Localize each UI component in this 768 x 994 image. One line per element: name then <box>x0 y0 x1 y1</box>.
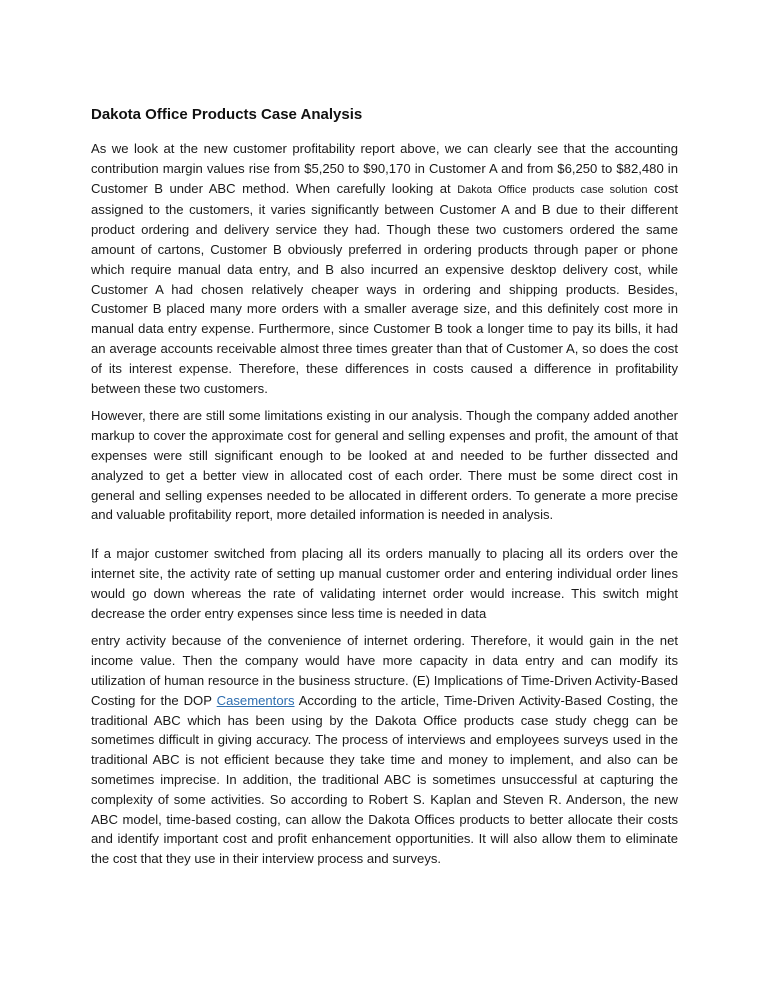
casementors-link[interactable]: Casementors <box>216 692 295 708</box>
document-title: Dakota Office Products Case Analysis <box>91 106 363 123</box>
paragraph-text: As we look at the new customer profitability report above, we can clearly see that the accounting contribution margin values rise from $5,250 to $90,170 in Customer A and from $6,250 to $82,480 in Customer B under ABC method. When carefully looking at <box>91 141 678 196</box>
paragraph-limitations: However, there are still some limitations existing in our analysis. Though the company added another markup to cover the approximate cost for general and selling expenses and profit, the amount of that expenses were still significant enough to be looked at and needed to be further dissected and analyzed to get a better view in allocated cost of each order. There must be some direct cost in general and selling expenses needed to be allocated in different orders. To generate a more precise and valuable profitability report, more detailed information is needed in analysis. <box>91 408 678 523</box>
document-page <box>91 105 678 877</box>
inline-small-text: Dakota Office products case solution <box>457 183 648 196</box>
paragraph-text: According to the article, Time-Driven Activity-Based Costing, the traditional ABC which has been using by the Dakota Office products case study chegg can be sometimes difficult in giving accuracy. The process of interviews and employees surveys used in the traditional ABC is not efficient because they take time and money to implement, and also can be sometimes imprecise. In addition, the traditional ABC is sometimes unsuccessful at capturing the complexity of some activities. So according to Robert S. Kaplan and Steven R. Anderson, the new ABC model, time-based costing, can allow the Dakota Offices products to better allocate their costs and identify important cost and profit enhancement opportunities. It will also allow them to eliminate the cost that they use in their interview process and surveys. <box>91 692 678 867</box>
paragraph-internet-switch: If a major customer switched from placing all its orders manually to placing all its orders over the internet site, the activity rate of setting up manual customer order and entering individual order lines would go down whereas the rate of validating internet order would increase. This switch might decrease the order entry expenses since less time is needed in data <box>91 546 678 621</box>
paragraph-profitability <box>91 139 678 398</box>
paragraph-text: cost assigned to the customers, it varies significantly between Customer A and B due to their different product ordering and delivery service they had. Though these two customers ordered the same amount of cartons, Customer B obviously preferred in ordering products through paper or phone which require manual data entry, and B also incurred an expensive desktop delivery cost, while Customer A had chosen relatively cheaper ways in ordering and shipping products. Besides, Customer B placed many more orders with a smaller average size, and this definitely cost more in manual data entry expense. Furthermore, since Customer B took a longer time to pay its bills, it had an average accounts receivable almost three times greater than that of Customer A, so does the cost of its interest expense. Therefore, these differences in costs caused a difference in profitability between these two customers. <box>91 180 679 396</box>
paragraph-time-driven-abc <box>91 631 678 869</box>
paragraph-text: entry activity because of the convenience of internet ordering. Therefore, it would gain in the net income value. Then the company would have more capacity in data entry and can modify its utilization of human resource in the business structure. (E) Implications of Time-Driven Activity-Based Costing for the DOP <box>91 633 678 708</box>
